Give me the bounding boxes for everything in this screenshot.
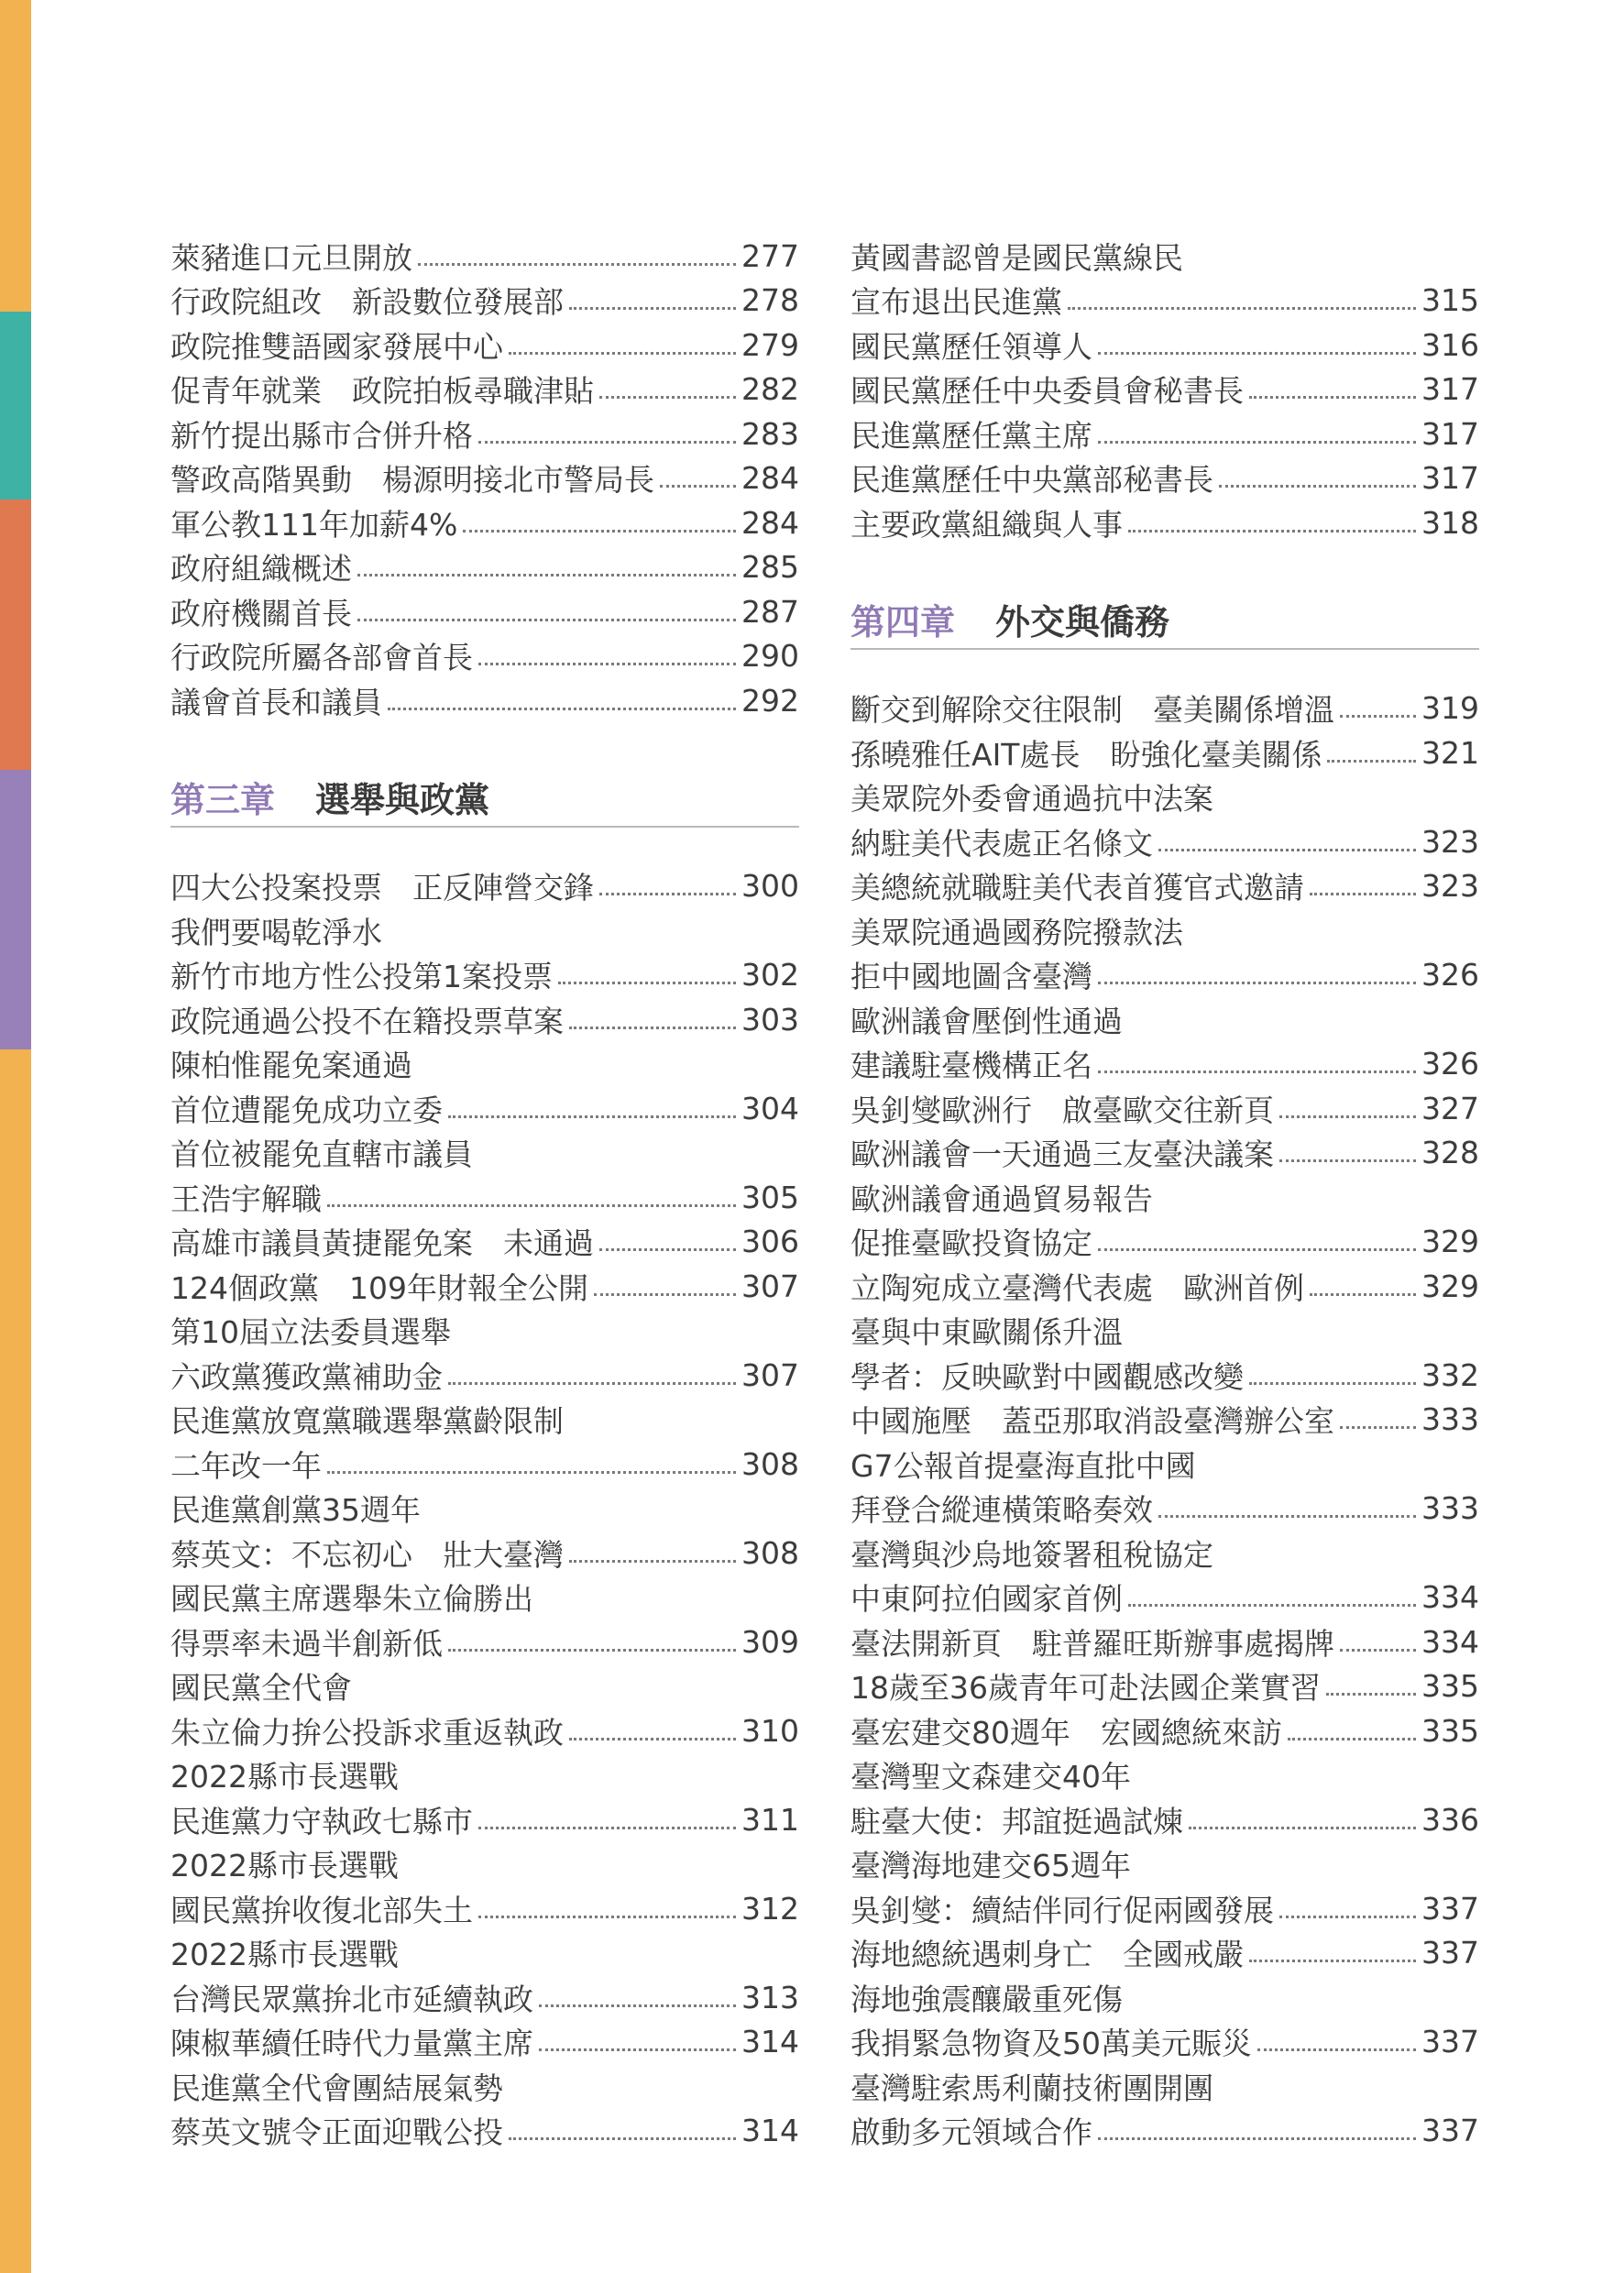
toc-entry bbox=[170, 1442, 799, 1487]
toc-entry-title: 2022縣市長選戰 bbox=[170, 1759, 399, 1795]
dot-leader bbox=[1340, 715, 1416, 718]
dot-leader bbox=[509, 2137, 736, 2140]
dot-leader bbox=[1098, 2137, 1416, 2140]
toc-entry-page-number: 333 bbox=[1421, 1401, 1479, 1438]
toc-entry-title: 蔡英文：不忘初心 壯大臺灣 bbox=[170, 1536, 564, 1573]
toc-entry bbox=[850, 1664, 1479, 1709]
toc-entry bbox=[170, 1797, 799, 1842]
dot-leader bbox=[478, 441, 736, 444]
toc-entry-page-number: 279 bbox=[741, 326, 799, 363]
dot-leader bbox=[357, 619, 736, 621]
toc-entry-title: 立陶宛成立臺灣代表處 歐洲首例 bbox=[850, 1269, 1304, 1306]
toc-entry bbox=[170, 1175, 799, 1220]
toc-entry bbox=[850, 1886, 1479, 1931]
dot-leader bbox=[1279, 1159, 1416, 1162]
toc-entry bbox=[170, 456, 799, 501]
toc-entry-title: 2022縣市長選戰 bbox=[170, 1848, 399, 1884]
toc-entry-page-number: 316 bbox=[1421, 326, 1479, 363]
toc-entry-page-number: 321 bbox=[1421, 734, 1479, 771]
toc-entry-page-number: 318 bbox=[1421, 504, 1479, 541]
toc-entry bbox=[850, 1264, 1479, 1309]
toc-entry bbox=[850, 2020, 1479, 2065]
toc-entry-title: 臺灣與沙烏地簽署租稅協定 bbox=[850, 1536, 1213, 1573]
toc-list bbox=[850, 686, 1479, 2154]
toc-entry-title: 二年改一年 bbox=[170, 1447, 322, 1484]
dot-leader bbox=[1158, 1515, 1416, 1518]
toc-entry-title: 孫曉雅任AIT處長 盼強化臺美關係 bbox=[850, 736, 1322, 773]
toc-entry bbox=[170, 2109, 799, 2154]
dot-leader bbox=[418, 263, 736, 266]
toc-entry-title: 黃國書認曾是國民黨線民 bbox=[850, 239, 1183, 276]
toc-entry bbox=[850, 1487, 1479, 1532]
toc-entry-page-number: 307 bbox=[741, 1356, 799, 1393]
toc-entry-page-number: 319 bbox=[1421, 690, 1479, 727]
edge-segment-purple bbox=[0, 770, 31, 1049]
dot-leader bbox=[478, 663, 736, 665]
toc-entry-page-number: 310 bbox=[741, 1712, 799, 1749]
edge-segment-orange-top bbox=[0, 0, 31, 312]
toc-entry-page-number: 311 bbox=[741, 1801, 799, 1838]
dot-leader bbox=[1249, 1382, 1416, 1385]
dot-leader bbox=[1340, 1649, 1416, 1652]
toc-entry bbox=[170, 1708, 799, 1753]
toc-entry bbox=[170, 1886, 799, 1931]
toc-entry bbox=[170, 545, 799, 590]
chapter-heading bbox=[170, 769, 799, 828]
toc-entry bbox=[850, 456, 1479, 501]
dot-leader bbox=[448, 1115, 736, 1118]
toc-entry-page-number: 337 bbox=[1421, 2113, 1479, 2149]
toc-entry-page-number: 326 bbox=[1421, 957, 1479, 994]
toc-entry-title: 斷交到解除交往限制 臺美關係增溫 bbox=[850, 692, 1334, 729]
toc-entry-page-number: 287 bbox=[741, 593, 799, 630]
dot-leader bbox=[539, 2048, 736, 2051]
dot-leader bbox=[594, 1293, 736, 1296]
toc-entry-page-number: 334 bbox=[1421, 1623, 1479, 1660]
toc-entry-title: 國民黨拚收復北部失土 bbox=[170, 1892, 473, 1928]
toc-entry bbox=[850, 1797, 1479, 1842]
toc-entry-title: 學者：反映歐對中國觀感改變 bbox=[850, 1358, 1244, 1395]
toc-entry-title: 民進黨歷任中央黨部秘書長 bbox=[850, 462, 1213, 499]
toc-entry-page-number: 307 bbox=[741, 1268, 799, 1304]
dot-leader bbox=[1098, 1248, 1416, 1251]
toc-entry-title: 民進黨歷任黨主席 bbox=[850, 417, 1092, 454]
toc-entry bbox=[850, 1442, 1479, 1487]
toc-entry bbox=[850, 279, 1479, 324]
toc-entry-title: 促青年就業 政院拍板尋職津貼 bbox=[170, 373, 594, 410]
toc-entry bbox=[850, 1753, 1479, 1798]
dot-leader bbox=[1189, 1827, 1416, 1829]
toc-entry-title: 民進黨全代會團結展氣勢 bbox=[170, 2070, 503, 2106]
toc-entry-title: 國民黨全代會 bbox=[170, 1670, 352, 1707]
toc-entry-page-number: 337 bbox=[1421, 1935, 1479, 1971]
dot-leader bbox=[1310, 1293, 1416, 1296]
edge-segment-teal bbox=[0, 312, 31, 500]
toc-entry bbox=[170, 2020, 799, 2065]
dot-leader bbox=[599, 1248, 736, 1251]
toc-entry bbox=[170, 1353, 799, 1398]
toc-entry-title: 拒中國地圖含臺灣 bbox=[850, 959, 1092, 995]
toc-entry-page-number: 315 bbox=[1421, 282, 1479, 319]
toc-entry bbox=[850, 1708, 1479, 1753]
toc-entry bbox=[850, 1576, 1479, 1620]
toc-entry-title: 中東阿拉伯國家首例 bbox=[850, 1581, 1123, 1618]
toc-entry-title: 主要政黨組織與人事 bbox=[850, 506, 1123, 543]
dot-leader bbox=[388, 708, 736, 710]
toc-entry-title: 陳柏惟罷免案通過 bbox=[170, 1048, 412, 1084]
toc-entry-page-number: 314 bbox=[741, 2113, 799, 2149]
dot-leader bbox=[448, 1649, 736, 1652]
toc-entry-title: 美眾院外委會通過抗中法案 bbox=[850, 781, 1213, 818]
dot-leader bbox=[478, 1827, 736, 1829]
toc-entry bbox=[170, 1753, 799, 1798]
toc-entry-page-number: 308 bbox=[741, 1445, 799, 1482]
toc-entry bbox=[170, 1042, 799, 1087]
toc-entry bbox=[850, 997, 1479, 1042]
toc-entry-title: 宣布退出民進黨 bbox=[850, 284, 1062, 321]
dot-leader bbox=[1219, 485, 1416, 488]
toc-entry bbox=[850, 1975, 1479, 2020]
chapter-title: 選舉與政黨 bbox=[315, 780, 490, 820]
toc-entry-title: 政府機關首長 bbox=[170, 595, 352, 631]
toc-entry-page-number: 323 bbox=[1421, 868, 1479, 905]
toc-entry bbox=[170, 368, 799, 412]
toc-entry-title: 陳椒華續任時代力量黨主席 bbox=[170, 2026, 533, 2062]
toc-entry-page-number: 335 bbox=[1421, 1712, 1479, 1749]
toc-entry bbox=[170, 864, 799, 909]
dot-leader bbox=[1326, 1693, 1416, 1696]
dot-leader bbox=[1249, 1960, 1416, 1962]
dot-leader bbox=[1288, 1738, 1416, 1740]
toc-entry-page-number: 313 bbox=[741, 1979, 799, 2015]
toc-entry-title: 促推臺歐投資協定 bbox=[850, 1225, 1092, 1262]
toc-entry-page-number: 328 bbox=[1421, 1135, 1479, 1171]
dot-leader bbox=[448, 1382, 736, 1385]
toc-entry-page-number: 306 bbox=[741, 1224, 799, 1260]
toc-entry-page-number: 278 bbox=[741, 282, 799, 319]
toc-entry-title: 吳釗燮：續結伴同行促兩國發展 bbox=[850, 1892, 1274, 1928]
dot-leader bbox=[509, 352, 736, 355]
chapter-number: 第三章 bbox=[170, 780, 276, 820]
toc-entry-title: 建議駐臺機構正名 bbox=[850, 1048, 1092, 1084]
toc-entry bbox=[850, 234, 1479, 279]
dot-leader bbox=[478, 1916, 736, 1918]
toc-entry-page-number: 277 bbox=[741, 237, 799, 274]
toc-entry bbox=[170, 1576, 799, 1620]
toc-column-left bbox=[170, 234, 799, 2153]
toc-entry-title: 萊豬進口元旦開放 bbox=[170, 239, 412, 276]
toc-entry-title: 六政黨獲政黨補助金 bbox=[170, 1358, 443, 1395]
toc-entry-page-number: 317 bbox=[1421, 371, 1479, 408]
toc-entry bbox=[170, 1220, 799, 1265]
dot-leader bbox=[1098, 352, 1416, 355]
dot-leader bbox=[1098, 1071, 1416, 1073]
dot-leader bbox=[327, 1204, 736, 1207]
edge-color-strip bbox=[0, 0, 31, 2273]
chapter-number: 第四章 bbox=[850, 602, 956, 642]
dot-leader bbox=[1249, 396, 1416, 399]
toc-list bbox=[170, 234, 799, 723]
toc-entry bbox=[170, 2064, 799, 2109]
dot-leader bbox=[1158, 849, 1416, 851]
toc-entry-page-number: 282 bbox=[741, 371, 799, 408]
toc-entry-title: 海地強震釀嚴重死傷 bbox=[850, 1981, 1123, 2017]
edge-segment-orange-bottom bbox=[0, 1049, 31, 2273]
toc-entry bbox=[850, 1353, 1479, 1398]
toc-entry-page-number: 303 bbox=[741, 1001, 799, 1038]
toc-entry-title: 新竹提出縣市合併升格 bbox=[170, 417, 473, 454]
toc-entry-title: G7公報首提臺海直批中國 bbox=[850, 1447, 1196, 1484]
toc-entry-title: 行政院所屬各部會首長 bbox=[170, 640, 473, 676]
dot-leader bbox=[599, 893, 736, 895]
toc-entry bbox=[850, 686, 1479, 731]
toc-entry-title: 美眾院通過國務院撥款法 bbox=[850, 914, 1183, 950]
toc-entry-page-number: 290 bbox=[741, 638, 799, 675]
toc-entry bbox=[850, 2064, 1479, 2109]
toc-entry-title: 王浩宇解職 bbox=[170, 1180, 322, 1217]
toc-entry-title: 美總統就職駐美代表首獲官式邀請 bbox=[850, 870, 1304, 906]
toc-entry-page-number: 285 bbox=[741, 549, 799, 586]
toc-entry bbox=[170, 1975, 799, 2020]
dot-leader bbox=[599, 396, 736, 399]
dot-leader bbox=[463, 530, 736, 533]
toc-entry bbox=[170, 1531, 799, 1576]
toc-entry-title: 國民黨歷任中央委員會秘書長 bbox=[850, 373, 1244, 410]
dot-leader bbox=[1098, 982, 1416, 984]
toc-entry bbox=[850, 1842, 1479, 1887]
chapter-heading bbox=[850, 591, 1479, 650]
toc-entry bbox=[850, 1531, 1479, 1576]
toc-entry-title: 我們要喝乾淨水 bbox=[170, 914, 382, 950]
toc-entry-title: 四大公投案投票 正反陣營交鋒 bbox=[170, 870, 594, 906]
toc-list bbox=[170, 864, 799, 2154]
dot-leader bbox=[558, 982, 736, 984]
toc-entry bbox=[170, 1664, 799, 1709]
toc-entry bbox=[170, 1131, 799, 1176]
toc-entry bbox=[170, 279, 799, 324]
toc-entry-page-number: 337 bbox=[1421, 2024, 1479, 2060]
toc-entry-page-number: 302 bbox=[741, 957, 799, 994]
toc-entry bbox=[850, 775, 1479, 820]
toc-entry-title: 納駐美代表處正名條文 bbox=[850, 825, 1153, 862]
toc-entry bbox=[850, 1620, 1479, 1664]
toc-entry bbox=[850, 412, 1479, 456]
toc-entry-title: 臺灣聖文森建交40年 bbox=[850, 1759, 1131, 1795]
toc-entry-title: 駐臺大使：邦誼挺過試煉 bbox=[850, 1803, 1183, 1839]
toc-entry-title: 台灣民眾黨拚北市延續執政 bbox=[170, 1981, 533, 2017]
dot-leader bbox=[1128, 530, 1416, 533]
dot-leader bbox=[327, 1471, 736, 1474]
toc-entry-page-number: 329 bbox=[1421, 1224, 1479, 1260]
toc-entry-page-number: 309 bbox=[741, 1623, 799, 1660]
toc-entry-page-number: 332 bbox=[1421, 1356, 1479, 1393]
dot-leader bbox=[1257, 2048, 1416, 2051]
toc-entry-page-number: 305 bbox=[741, 1179, 799, 1215]
dot-leader bbox=[660, 485, 736, 488]
toc-entry bbox=[170, 1398, 799, 1443]
toc-entry bbox=[850, 908, 1479, 953]
toc-entry-title: 臺宏建交80週年 宏國總統來訪 bbox=[850, 1714, 1282, 1751]
toc-entry-title: 中國施壓 蓋亞那取消設臺灣辦公室 bbox=[850, 1403, 1334, 1440]
toc-entry-page-number: 304 bbox=[741, 1090, 799, 1126]
toc-entry bbox=[170, 412, 799, 456]
toc-entry-title: 行政院組改 新設數位發展部 bbox=[170, 284, 564, 321]
toc-entry bbox=[850, 730, 1479, 775]
toc-entry-page-number: 284 bbox=[741, 504, 799, 541]
toc-entry-title: 國民黨主席選舉朱立倫勝出 bbox=[170, 1581, 533, 1618]
toc-entry bbox=[170, 908, 799, 953]
toc-entry bbox=[170, 1931, 799, 1976]
dot-leader bbox=[1310, 893, 1416, 895]
toc-entry-page-number: 336 bbox=[1421, 1801, 1479, 1838]
dot-leader bbox=[539, 2004, 736, 2007]
toc-entry-title: 警政高階異動 楊源明接北市警局長 bbox=[170, 462, 654, 499]
toc-entry bbox=[850, 1042, 1479, 1087]
toc-entry-title: 新竹市地方性公投第1案投票 bbox=[170, 959, 553, 995]
chapter-title: 外交與僑務 bbox=[995, 602, 1170, 642]
toc-entry-page-number: 333 bbox=[1421, 1490, 1479, 1527]
toc-entry-page-number: 283 bbox=[741, 415, 799, 452]
toc-list bbox=[850, 234, 1479, 545]
toc-entry-title: 海地總統遇刺身亡 全國戒嚴 bbox=[850, 1937, 1244, 1973]
toc-entry-title: 得票率未過半創新低 bbox=[170, 1625, 443, 1662]
toc-entry-page-number: 337 bbox=[1421, 1890, 1479, 1927]
dot-leader bbox=[1279, 1916, 1416, 1918]
toc-entry-page-number: 334 bbox=[1421, 1579, 1479, 1616]
toc-entry-title: 軍公教111年加薪4% bbox=[170, 506, 458, 543]
toc-entry bbox=[850, 368, 1479, 412]
toc-entry bbox=[850, 2109, 1479, 2154]
toc-entry-page-number: 317 bbox=[1421, 460, 1479, 497]
toc-entry-page-number: 326 bbox=[1421, 1046, 1479, 1082]
toc-entry bbox=[850, 953, 1479, 998]
toc-entry-page-number: 323 bbox=[1421, 823, 1479, 860]
dot-leader bbox=[569, 307, 736, 310]
dot-leader bbox=[1128, 1604, 1416, 1607]
toc-entry-page-number: 327 bbox=[1421, 1090, 1479, 1126]
toc-entry-title: 第10屆立法委員選舉 bbox=[170, 1314, 451, 1351]
toc-entry-title: 首位遭罷免成功立委 bbox=[170, 1092, 443, 1128]
toc-entry bbox=[850, 1086, 1479, 1131]
toc-entry-page-number: 308 bbox=[741, 1534, 799, 1571]
toc-entry bbox=[170, 1620, 799, 1664]
toc-entry-title: 蔡英文號令正面迎戰公投 bbox=[170, 2114, 503, 2151]
toc-entry bbox=[850, 1931, 1479, 1976]
dot-leader bbox=[1279, 1115, 1416, 1118]
toc-entry-title: 政院通過公投不在籍投票草案 bbox=[170, 1003, 564, 1039]
toc-entry bbox=[850, 500, 1479, 545]
toc-entry bbox=[850, 1398, 1479, 1443]
toc-entry-title: 國民黨歷任領導人 bbox=[850, 328, 1092, 365]
toc-entry-title: 歐洲議會壓倒性通過 bbox=[850, 1003, 1123, 1039]
toc-entry-title: 歐洲議會通過貿易報告 bbox=[850, 1180, 1153, 1217]
toc-entry-title: 18歲至36歲青年可赴法國企業實習 bbox=[850, 1670, 1321, 1707]
toc-entry-page-number: 329 bbox=[1421, 1268, 1479, 1304]
toc-entry-title: 啟動多元領域合作 bbox=[850, 2114, 1092, 2151]
toc-entry bbox=[850, 819, 1479, 864]
toc-entry-title: 朱立倫力拚公投訴求重返執政 bbox=[170, 1714, 564, 1751]
toc-entry-title: 臺灣海地建交65週年 bbox=[850, 1848, 1131, 1884]
dot-leader bbox=[569, 1560, 736, 1563]
toc-entry-title: 124個政黨 109年財報全公開 bbox=[170, 1269, 588, 1306]
toc-entry bbox=[170, 589, 799, 634]
toc-entry-page-number: 314 bbox=[741, 2024, 799, 2060]
toc-entry bbox=[170, 1309, 799, 1354]
toc-entry-title: 高雄市議員黃捷罷免案 未通過 bbox=[170, 1225, 594, 1262]
toc-entry-title: 民進黨創黨35週年 bbox=[170, 1492, 421, 1529]
toc-entry-title: 拜登合縱連橫策略奏效 bbox=[850, 1492, 1153, 1529]
dot-leader bbox=[569, 1738, 736, 1740]
toc-entry bbox=[170, 234, 799, 279]
toc-entry bbox=[170, 1264, 799, 1309]
toc-entry bbox=[850, 1175, 1479, 1220]
toc-entry-title: 臺灣駐索馬利蘭技術團開團 bbox=[850, 2070, 1213, 2106]
toc-entry-page-number: 284 bbox=[741, 460, 799, 497]
toc-entry bbox=[850, 1220, 1479, 1265]
toc-entry bbox=[850, 1309, 1479, 1354]
toc-entry-page-number: 317 bbox=[1421, 415, 1479, 452]
toc-entry bbox=[170, 1086, 799, 1131]
dot-leader bbox=[569, 1027, 736, 1029]
toc-entry-title: 臺與中東歐關係升溫 bbox=[850, 1314, 1123, 1351]
toc-entry-title: 議會首長和議員 bbox=[170, 684, 382, 720]
dot-leader bbox=[1340, 1426, 1416, 1429]
toc-entry-title: 臺法開新頁 駐普羅旺斯辦事處揭牌 bbox=[850, 1625, 1334, 1662]
toc-entry bbox=[850, 864, 1479, 909]
toc-entry-title: 吳釗燮歐洲行 啟臺歐交往新頁 bbox=[850, 1092, 1274, 1128]
edge-segment-coral bbox=[0, 500, 31, 770]
toc-entry bbox=[850, 323, 1479, 368]
toc-entry bbox=[850, 1131, 1479, 1176]
toc-entry bbox=[170, 634, 799, 679]
toc-entry-page-number: 312 bbox=[741, 1890, 799, 1927]
toc-entry bbox=[170, 1842, 799, 1887]
dot-leader bbox=[1327, 760, 1416, 763]
toc-entry-title: 歐洲議會一天通過三友臺決議案 bbox=[850, 1136, 1274, 1173]
toc-entry-page-number: 292 bbox=[741, 682, 799, 719]
toc-entry bbox=[170, 1487, 799, 1532]
toc-entry-title: 政院推雙語國家發展中心 bbox=[170, 328, 503, 365]
toc-entry bbox=[170, 323, 799, 368]
toc-column-right bbox=[850, 234, 1479, 2153]
toc-entry-title: 首位被罷免直轄市議員 bbox=[170, 1136, 473, 1173]
toc-entry bbox=[170, 953, 799, 998]
toc-entry bbox=[170, 678, 799, 723]
toc-entry-page-number: 335 bbox=[1421, 1668, 1479, 1705]
toc-entry-title: 民進黨力守執政七縣市 bbox=[170, 1803, 473, 1839]
toc-entry-title: 民進黨放寬黨職選舉黨齡限制 bbox=[170, 1403, 564, 1440]
toc-entry bbox=[170, 500, 799, 545]
dot-leader bbox=[357, 574, 736, 576]
dot-leader bbox=[1068, 307, 1416, 310]
toc-entry-page-number: 300 bbox=[741, 868, 799, 905]
dot-leader bbox=[1098, 441, 1416, 444]
toc-entry bbox=[170, 997, 799, 1042]
toc-entry-title: 2022縣市長選戰 bbox=[170, 1937, 399, 1973]
toc-entry-title: 政府組織概述 bbox=[170, 551, 352, 587]
toc-entry-title: 我捐緊急物資及50萬美元賑災 bbox=[850, 2026, 1252, 2062]
